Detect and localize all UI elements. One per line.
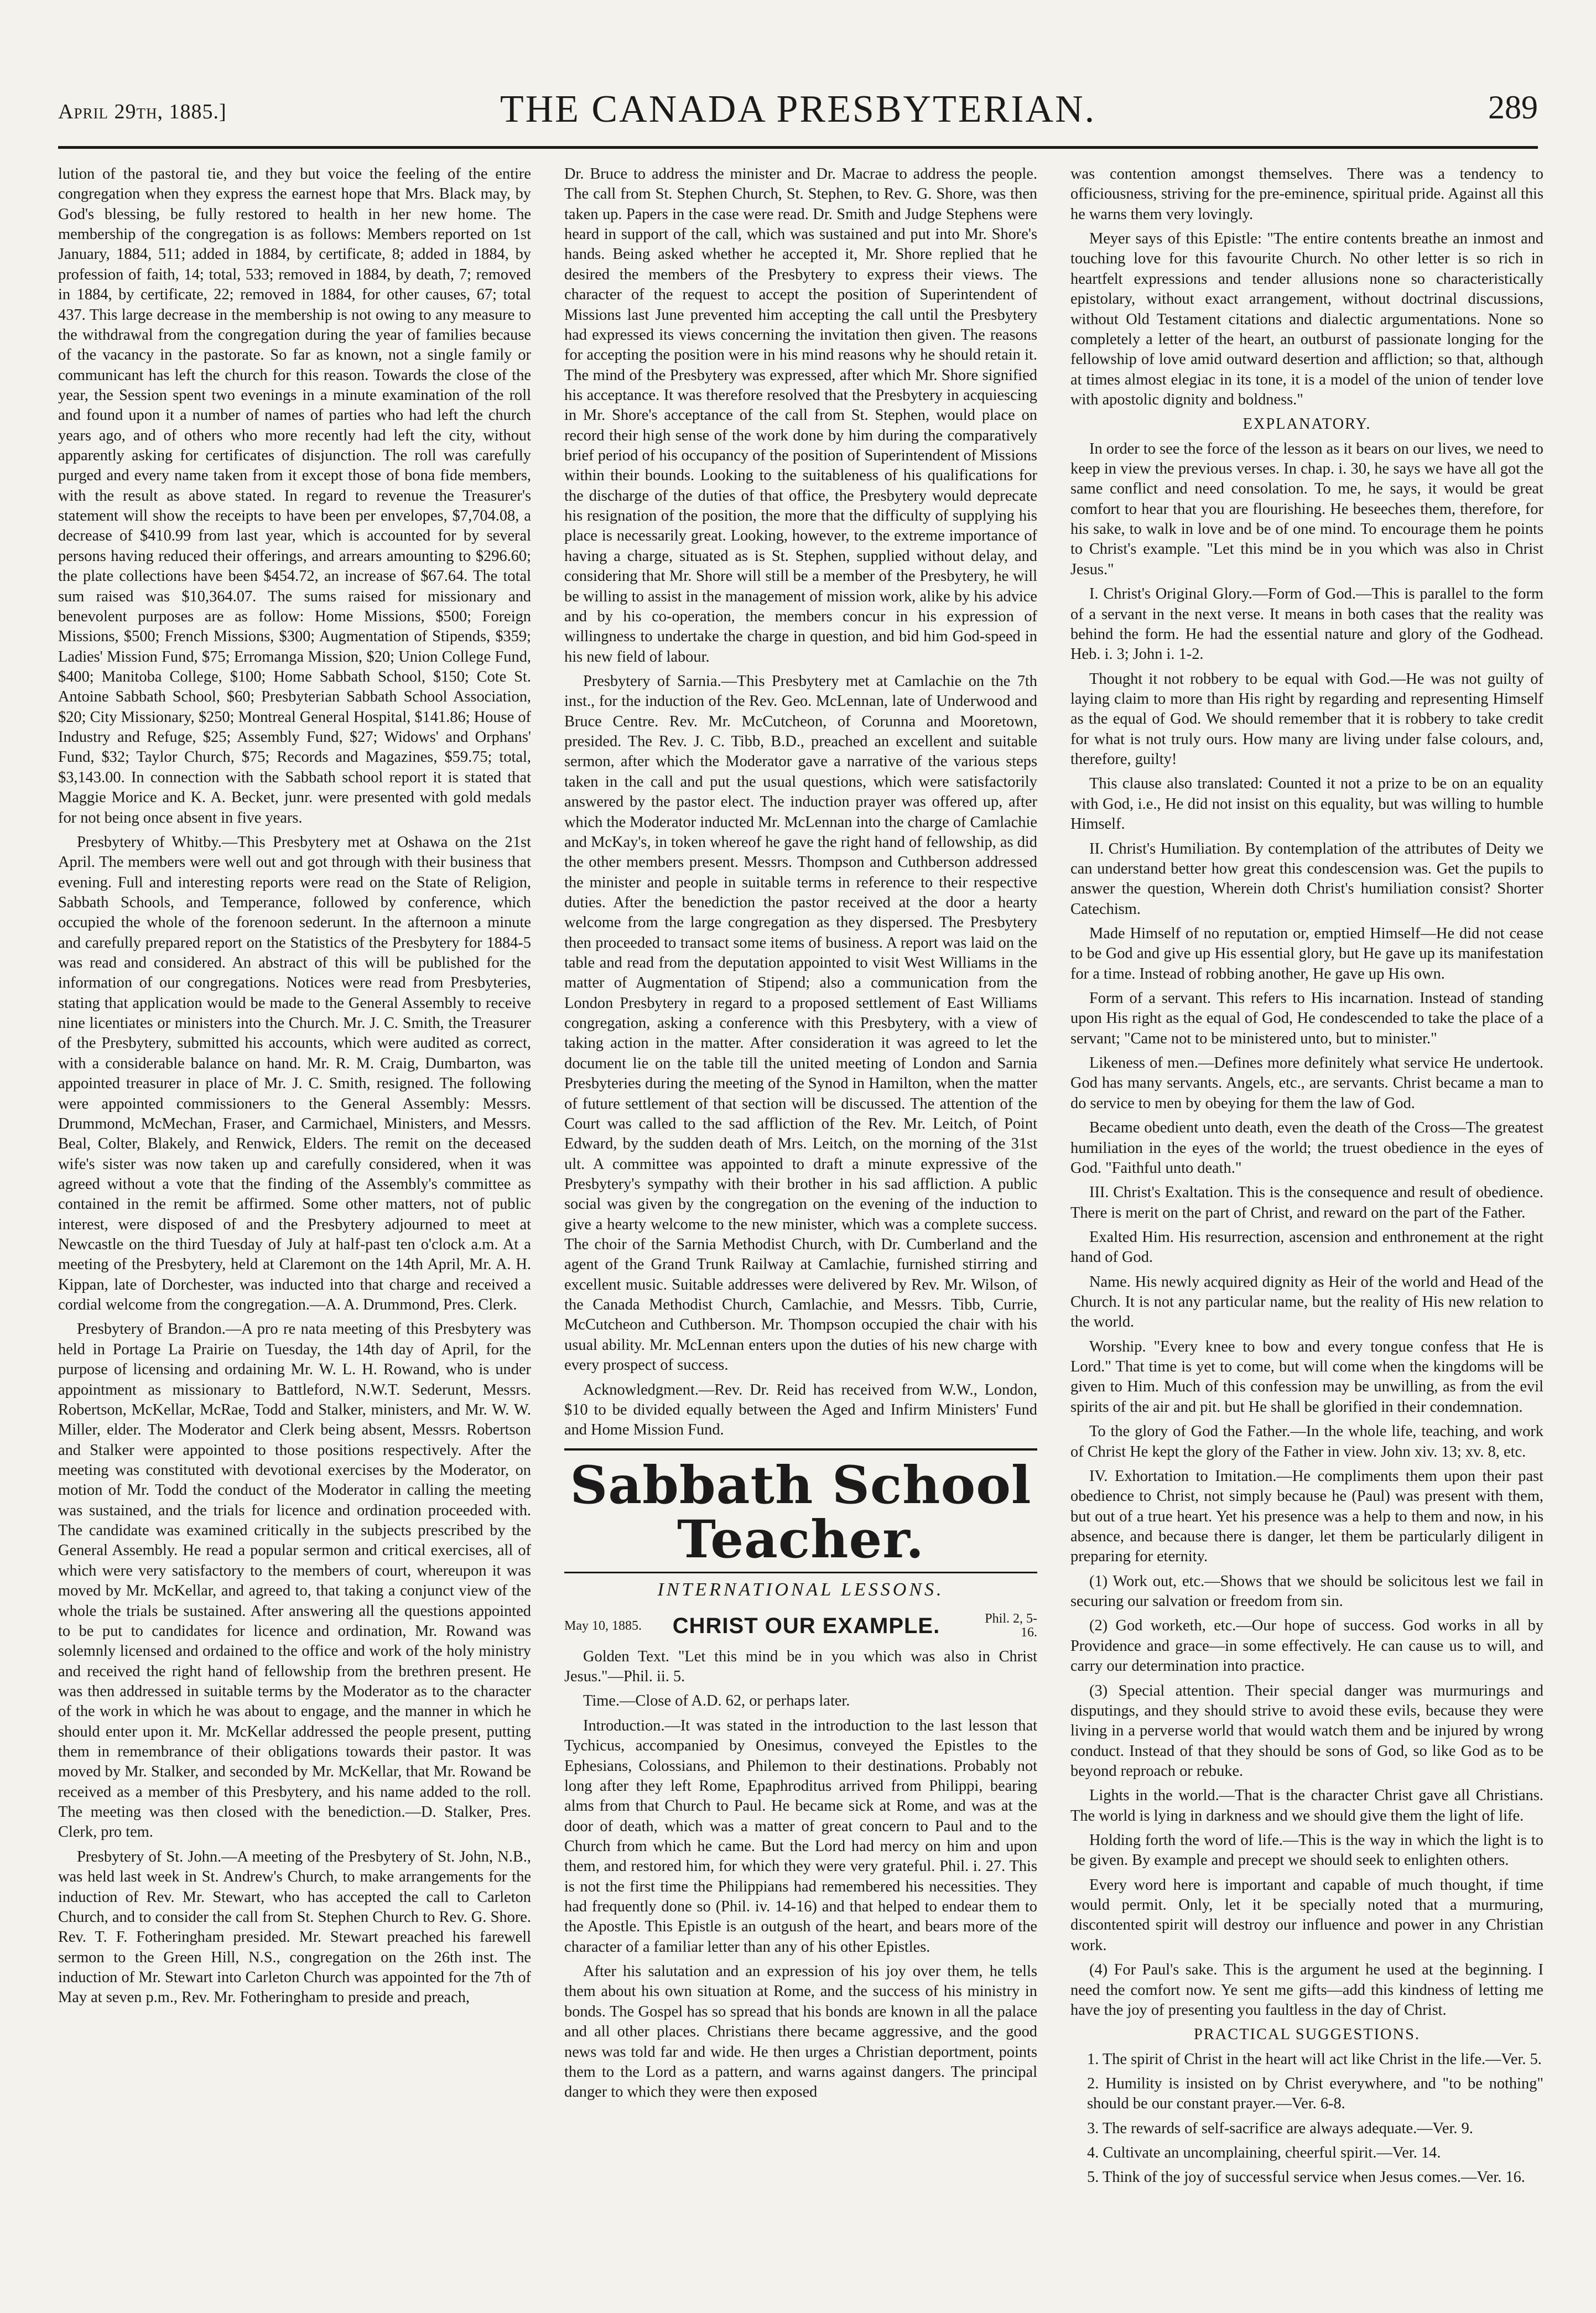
paragraph: Presbytery of Whitby.—This Presbytery met at Oshawa on the 21st April. The members were well out and got through with their business that evening. Full and interesting reports were read on the State of Religion, Sabbath Schools, and Temperance, followed by conference, which occupied the whole of the forenoon sederunt. In the afternoon a minute and carefully prepared report on the Statistics of the Presbytery for 1884-5 was read and considered. An abstract of this will be published for the information of our congregations. Notices were read from Presbyteries, stating that application would be made to the General Assembly to receive nine licentiates or ministers into the Church. Mr. J. C. Smith, the Treasurer of the Presbytery, submitted his accounts, which were audited as correct, with a considerable balance on hand. Mr. R. M. Craig, Dumbarton, was appointed treasurer in place of Mr. J. C. Smith, resigned. The following were appointed commissioners to the General Assembly: Messrs. Drummond, McMechan, Fraser, and Carmichael, Ministers, and Messrs. Beal, Colter, Blakely, and Renwick, Elders. The remit on the deceased wife's sister was now taken up and carefully considered, when it was agreed without a vote that the finding of the Assembly's committee as contained in the remit be affirmed. Some other matters, not of public interest, were disposed of and the Presbytery adjourned to meet at Newcastle on the third Tuesday of July at half-past ten o'clock a.m. At a meeting of the Presbytery, held at Claremont on the 14th April, Mr. A. H. Kippan, late of Dorchester, was inducted into that charge and received a cordial welcome from the congregation.—A. A. Drummond, Pres. Clerk.: [58, 833, 531, 1314]
lesson-reference: Phil. 2, 5-16.: [985, 1611, 1037, 1640]
paragraph: (4) For Paul's sake. This is the argument he used at the beginning. I need the comfort now. Ye sent me gifts—add this kindness of letting me have the joy of presenting you faultless in the day of Christ.: [1070, 1961, 1543, 2019]
column-1: [58, 164, 531, 2192]
paragraph: IV. Exhortation to Imitation.—He compliments them upon their past obedience to Christ, not simply because he (Paul) was present with them, but out of a true heart. Yet his presence was a help to them and now, in his absence, and because there is danger, let them be particularly diligent in preparing for eternity.: [1070, 1467, 1543, 1566]
section-title: Sabbath School Teacher.: [564, 1458, 1037, 1573]
paragraph: Meyer says of this Epistle: "The entire contents breathe an inmost and touching love for this favourite Church. No other letter is so rich in heartfelt expressions and tender allusions none so characteristically epistolary, without exact arrangement, without doctrinal discussions, without Old Testament citations and dialectic argumentations. None so completely a letter of the heart, an outburst of passionate longing for the fellowship of love amid outward desertion and affliction; so that, although at times almost elegiac in its tone, it is a model of the union of tender love with apostolic dignity and boldness.": [1070, 230, 1543, 408]
paragraph: Thought it not robbery to be equal with God.—He was not guilty of laying claim to more than His right by regarding and representing Himself as the equal of God. We should remember that it is robbery to take credit for what is not truly ours. How many are living under false colours, and, therefore, guilty!: [1070, 670, 1543, 768]
masthead: [58, 83, 1538, 144]
paragraph: Every word here is important and capable of much thought, if time would permit. Only, let it be specially noted that a murmuring, discontented spirit will destroy our influence and power in any Christian work.: [1070, 1876, 1543, 1954]
paragraph: Name. His newly acquired dignity as Heir of the world and Head of the Church. It is not any particular name, but the reality of His new relation to the world.: [1070, 1273, 1543, 1331]
paragraph: Likeness of men.—Defines more definitely what service He undertook. God has many servants. Angels, etc., are servants. Christ became a man to do service to men by obeying for them the law of God.: [1070, 1054, 1543, 1112]
paragraph: Lights in the world.—That is the character Christ gave all Christians. The world is lying in darkness and we should give them the light of life.: [1070, 1787, 1543, 1825]
paragraph: Holding forth the word of life.—This is the way in which the light is to be given. By example and precept we should seek to enlighten others.: [1070, 1832, 1543, 1869]
paragraph: Introduction.—It was stated in the introduction to the last lesson that Tychicus, accompanied by Onesimus, conveyed the Epistles to the Ephesians, Colossians, and Philemon to their destinations. Probably not long after they left Rome, Epaphroditus arrived from Philippi, bearing alms from that Church to Paul. He became sick at Rome, and was at the door of death, which was a matter of great concern to Paul and to the Church from which he came. But the Lord had mercy on him and upon them, and restored him, for which they were very grateful. Phil. i. 27. This is not the first time the Philippians had remembered his necessities. They had frequently done so (Phil. iv. 14-16) and that helped to endear them to the Apostle. This Epistle is an outgush of the heart, and bears more of the character of a familiar letter than any of his other Epistles.: [564, 1717, 1037, 1956]
columns: [58, 164, 1543, 2192]
paragraph: Made Himself of no reputation or, emptied Himself—He did not cease to be God and give up His essential glory, but He gave up its manifestation for a time. Instead of robbing another, He gave up His own.: [1070, 924, 1543, 983]
page-number: 289: [1488, 89, 1538, 126]
paragraph: Time.—Close of A.D. 62, or perhaps later.: [583, 1692, 850, 1710]
paragraph: lution of the pastoral tie, and they but voice the feeling of the entire congregation when they express the earnest hope that Mrs. Black may, by God's blessing, be fully restored to health in her new home. The membership of the congregation is as follows: Members reported on 1st January, 1884, 511; added in 1884, by certificate, 8; added in 1884, by profession of faith, 14; total, 533; removed in 1884, by death, 7; removed in 1884, by certificate, 22; removed in 1884, for other causes, 67; total 437. This large decrease in the membership is not owing to any measure to the withdrawal from the congregation during the year of families because of the vacancy in the pastorate. So far as known, not a single family or communicant has left the church for this reason. Towards the close of the year, the Session spent two evenings in a minute examination of the roll and found upon it a number of names of parties who had left the church years ago, and of others who more recently had left the city, without apparently asking for certificates of disjunction. The roll was carefully purged and every name taken from it except those of bona fide members, with the result as above stated. In regard to revenue the Treasurer's statement will show the receipts to have been per envelopes, $7,704.08, a decrease of $410.99 from last year, which is accounted for by several persons having reduced their offerings, and arrears amounting to $296.60; the plate collections have been $454.72, an increase of $67.64. The total sum raised was $10,364.07. The sums raised for missionary and benevolent purposes are as follow: Home Missions, $500; Foreign Missions, $500; French Missions, $300; Augmentation of Stipends, $359; Ladies' Mission Fund, $75; Erromanga Mission, $20; Union College Fund, $400; Manitoba College, $100; Home Sabbath School, $150; Cote St. Antoine Sabbath School, $60; Presbyterian Sabbath School Association, $20; City Missionary, $250; Montreal General Hospital, $141.86; House of Industry and Refuge, $25; Assembly Fund, $27; Widows' and Orphans' Fund, $32; Taylor Church, $75; Records and Magazines, $59.75; total, $3,143.00. In connection with the Sabbath school report it is stated that Maggie Morice and K. A. Becket, junr. were presented with gold medals for not being once absent in five years.: [58, 165, 531, 827]
list-item: 1. The spirit of Christ in the heart will act like Christ in the life.—Ver. 5.: [1087, 2050, 1542, 2068]
issue-date: April 29th, 1885.]: [58, 100, 227, 123]
acknowledgment: Acknowledgment.—Rev. Dr. Reid has received from W.W., London, $10 to be divided equally between the Aged and Infirm Ministers' Fund and Home Mission Fund.: [564, 1380, 1037, 1451]
paragraph: Exalted Him. His resurrection, ascension and enthronement at the right hand of God.: [1070, 1228, 1543, 1266]
paragraph: III. Christ's Exaltation. This is the consequence and result of obedience. There is merit on the part of Christ, and reward on the part of the Father.: [1070, 1184, 1543, 1222]
paragraph: To the glory of God the Father.—In the whole life, teaching, and work of Christ He kept the glory of the Father in view. John xiv. 13; xv. 8, etc.: [1070, 1423, 1543, 1460]
subheading: PRACTICAL SUGGESTIONS.: [1194, 2026, 1420, 2044]
list-item: 4. Cultivate an uncomplaining, cheerful spirit.—Ver. 14.: [1087, 2144, 1441, 2162]
paragraph: II. Christ's Humiliation. By contemplation of the attributes of Deity we can understand better how great this condescension was. Get the pupils to answer the question, Wherein doth Christ's humiliation consist? Shorter Catechism.: [1070, 840, 1543, 918]
column-3: [1070, 164, 1543, 2192]
column-2: [564, 164, 1037, 2192]
paragraph: Presbytery of Sarnia.—This Presbytery met at Camlachie on the 7th inst., for the induction of the Rev. Geo. McLennan, late of Underwood and Bruce Centre. Rev. Mr. McCutcheon, of Corunna and Mooretown, presided. The Rev. J. C. Tibb, B.D., preached an excellent and suitable sermon, after which the Moderator gave a narrative of the various steps taken in the call and put the usual questions, which were satisfactorily answered by the pastor elect. The induction prayer was offered up, after which the Moderator inducted Mr. McLennan into the charge of Camlachie and McKay's, in token whereof he gave the right hand of fellowship, as did the other members present. Messrs. Thompson and Cuthberson addressed the minister and people in suitable terms in reference to their respective duties. After the benediction the pastor received at the door a hearty welcome from the large congregation as they dispersed. The Presbytery then proceeded to transact some items of business. A report was laid on the table and read from the deputation appointed to visit West Williams in the matter of Augmentation of Stipend; also a communication from the London Presbytery in regard to a proposed settlement of East Williams congregation, asking a conference with this Presbytery, with a view of taking action in the matter. After consideration it was agreed to let the document lie on the table till the united meeting of London and Sarnia Presbyteries during the meeting of the Synod in Hamilton, when the matter of future settlement of that section will be discussed. The attention of the Court was called to the sad affliction of the Rev. Mr. Leitch, of Point Edward, by the sudden death of Mrs. Leitch, on the morning of the 31st ult. A committee was appointed to draft a minute expressive of the Presbytery's sympathy with their brother in his sad affliction. A public social was given by the congregation on the evening of the induction to give a hearty welcome to the new minister, which was a complete success. The choir of the Sarnia Methodist Church, with Dr. Cumberland and the agent of the Grand Trunk Railway at Camlachie, furnished stirring and excellent music. Suitable addresses were delivered by Rev. Mr. Wilson, of the Canada Methodist Church, Camlachie, and Messrs. Tibb, Currie, McCutcheon and Cuthberson. Mr. Thompson occupied the chair with his usual ability. Mr. McLennan enters upon the duties of his new charge with every prospect of success.: [564, 672, 1037, 1374]
paragraph: was contention amongst themselves. There was a tendency to officiousness, striving for the pre-eminence, spiritual pride. Against all this he warns them very lovingly.: [1070, 165, 1543, 223]
paragraph: (2) God worketh, etc.—Our hope of success. God works in all by Providence and grace—in some effectively. He can cause us to will, and carry our determination into practice.: [1070, 1617, 1543, 1675]
section-subtitle: INTERNATIONAL LESSONS.: [657, 1579, 944, 1600]
paragraph: Dr. Bruce to address the minister and Dr. Macrae to address the people. The call from St. Stephen Church, St. Stephen, to Rev. G. Shore, was then taken up. Papers in the case were read. Dr. Smith and Judge Stephens were heard in support of the call, which was sustained and put into Mr. Shore's hands. Being asked whether he accepted it, Mr. Shore replied that he desired the members of the Presbytery to express their views. The character of the request to accept the position of Superintendent of Missions last June prevented him accepting the call until the Presbytery had expressed its views concerning the invitation then given. The reasons for accepting the position were in his mind reasons why he should retain it. The mind of the Presbytery was expressed, after which Mr. Shore signified his acceptance. It was therefore resolved that the Presbytery in acquiescing in Mr. Shore's acceptance of the call from St. Stephen, would place on record their high sense of the work done by him during the comparatively brief period of his occupancy of the position of Superintendent of Missions within their bounds. Looking to the suitableness of his qualifications for the discharge of the duties of that office, the Presbytery would deprecate his resignation of the position, the more that the difficulty of supplying his place is necessarily great. Looking, however, to the extreme importance of having a charge, situated as is St. Stephen, supplied without delay, and considering that Mr. Shore will still be a member of the Presbytery, he will be willing to assist in the management of mission work, alike by his advice and by his co-operation, the members concur in his expression of willingness to undertake the charge in question, and bid him God-speed in his new field of labour.: [564, 165, 1037, 666]
paragraph: (1) Work out, etc.—Shows that we should be solicitous lest we fail in securing our salvation or freedom from sin.: [1070, 1572, 1543, 1610]
paragraph: Worship. "Every knee to bow and every tongue confess that He is Lord." That time is yet to come, but will come when the kingdoms will be given to Him. Much of this confession may be unwilling, as from the evil spirits of the air and pit. but He shall be glorified in their condemnation.: [1070, 1338, 1543, 1416]
paragraph: Presbytery of St. John.—A meeting of the Presbytery of St. John, N.B., was held last week in St. Andrew's Church, to make arrangements for the induction of Rev. Mr. Stewart, who has accepted the call to Carleton Church, and to consider the call from St. Stephen Church to Rev. G. Shore. Rev. T. F. Fotheringham presided. Mr. Stewart preached his farewell sermon to the Green Hill, N.S., congregation on the 26th inst. The induction of Mr. Stewart into Carleton Church was appointed for the 7th of May at seven p.m., Rev. Mr. Fotheringham to preside and preach,: [58, 1848, 531, 2007]
lesson-date: May 10, 1885.: [564, 1618, 642, 1633]
paragraph: (3) Special attention. Their special danger was murmurings and disputings, and they should strive to avoid these evils, because they were living in a perverse world that would watch them and be injured by wrong conduct. Instead of that they should be sons of God, so like God as to be beyond reproach or rebuke.: [1070, 1682, 1543, 1780]
paragraph: Form of a servant. This refers to His incarnation. Instead of standing upon His right as the equal of God, He condescended to take the place of a servant; "Came not to be ministered unto, but to minister.": [1070, 990, 1543, 1047]
paragraph: Presbytery of Brandon.—A pro re nata meeting of this Presbytery was held in Portage La Prairie on Tuesday, the 14th day of April, for the purpose of licensing and ordaining Mr. W. L. H. Rowand, who is under appointment as missionary to Battleford, N.W.T. Sederunt, Messrs. Robertson, McKellar, McRae, Todd and Stalker, ministers, and Mr. W. W. Miller, elder. The Moderator and Clerk being absent, Messrs. Robertson and Stalker were appointed to those positions respectively. After the meeting was constituted with devotional exercises by the Moderator, on motion of Mr. Todd the conduct of the Moderator in calling the meeting was sustained, and the trials for licence and ordination proceeded with. The candidate was examined critically in the subjects prescribed by the General Assembly. He read a popular sermon and critical exercises, all of which were very satisfactory to the members of court, whereupon it was moved by Mr. McKellar, and agreed to, that taking a conjunct view of the whole the trials be sustained. After answering all the questions appointed to be put to candidates for licence and ordination, Mr. Rowand was solemnly licensed and ordained to the office and work of the holy ministry and received the right hand of fellowship from the brethren present. He was then addressed in suitable terms by the Moderator as to the character of the work in which he was about to engage, and the manner in which he should enter upon it. Mr. McKellar addressed the people present, putting them in remembrance of their obligations towards their pastor. It was moved by Mr. Stalker, and seconded by Mr. McKellar, that Mr. Rowand be received as a member of this Presbytery, and his name added to the roll. The meeting was then closed with the benediction.—D. Stalker, Pres. Clerk, pro tem.: [58, 1321, 531, 1841]
paragraph: I. Christ's Original Glory.—Form of God.—This is parallel to the form of a servant in the next verse. It means in both cases that the reality was behind the form. He had the essential nature and glory of the Godhead. Heb. i. 3; John i. 1-2.: [1070, 585, 1543, 663]
masthead-rule: [58, 146, 1538, 149]
paragraph: Became obedient unto death, even the death of the Cross—The greatest humiliation in the eyes of the world; the truest obedience in the eyes of God. "Faithful unto death.": [1070, 1119, 1543, 1177]
list-item: 5. Think of the joy of successful service when Jesus comes.—Ver. 16.: [1087, 2169, 1525, 2186]
paragraph: This clause also translated: Counted it not a prize to be on an equality with God, i.e., He did not insist on this equality, but was willing to humble Himself.: [1070, 775, 1543, 833]
paragraph: After his salutation and an expression of his joy over them, he tells them about his own situation at Rome, and the success of his ministry in bonds. The Gospel has so spread that his bonds are known in all the palace and all other places. Christians there became aggressive, and the good news was told far and wide. He then urges a Christian deportment, points them to the Lord as a pattern, and warns against dangers. The principal danger to which they were then exposed: [564, 1963, 1037, 2101]
list-item: 3. The rewards of self-sacrifice are always adequate.—Ver. 9.: [1087, 2119, 1473, 2137]
lesson-header: [564, 1612, 1037, 1640]
newspaper-title: THE CANADA PRESBYTERIAN.: [500, 88, 1096, 131]
paragraph: Golden Text. "Let this mind be in you which was also in Christ Jesus."—Phil. ii. 5.: [564, 1647, 1037, 1686]
list-item: 2. Humility is insisted on by Christ everywhere, and "to be nothing" should be our constant prayer.—Ver. 6-8.: [1087, 2075, 1543, 2113]
lesson-title: CHRIST OUR EXAMPLE.: [672, 1613, 940, 1638]
paragraph: In order to see the force of the lesson as it bears on our lives, we need to keep in view the previous verses. In chap. i. 30, he says we have all got the same conflict and need consolation. To me, he says, it would be great comfort to hear that you are flourishing. He beseeches them, therefore, for his sake, to walk in love and be of one mind. To encourage them he points to Christ's example. "Let this mind be in you which was also in Christ Jesus.": [1070, 440, 1543, 578]
subheading: EXPLANATORY.: [1243, 415, 1371, 433]
